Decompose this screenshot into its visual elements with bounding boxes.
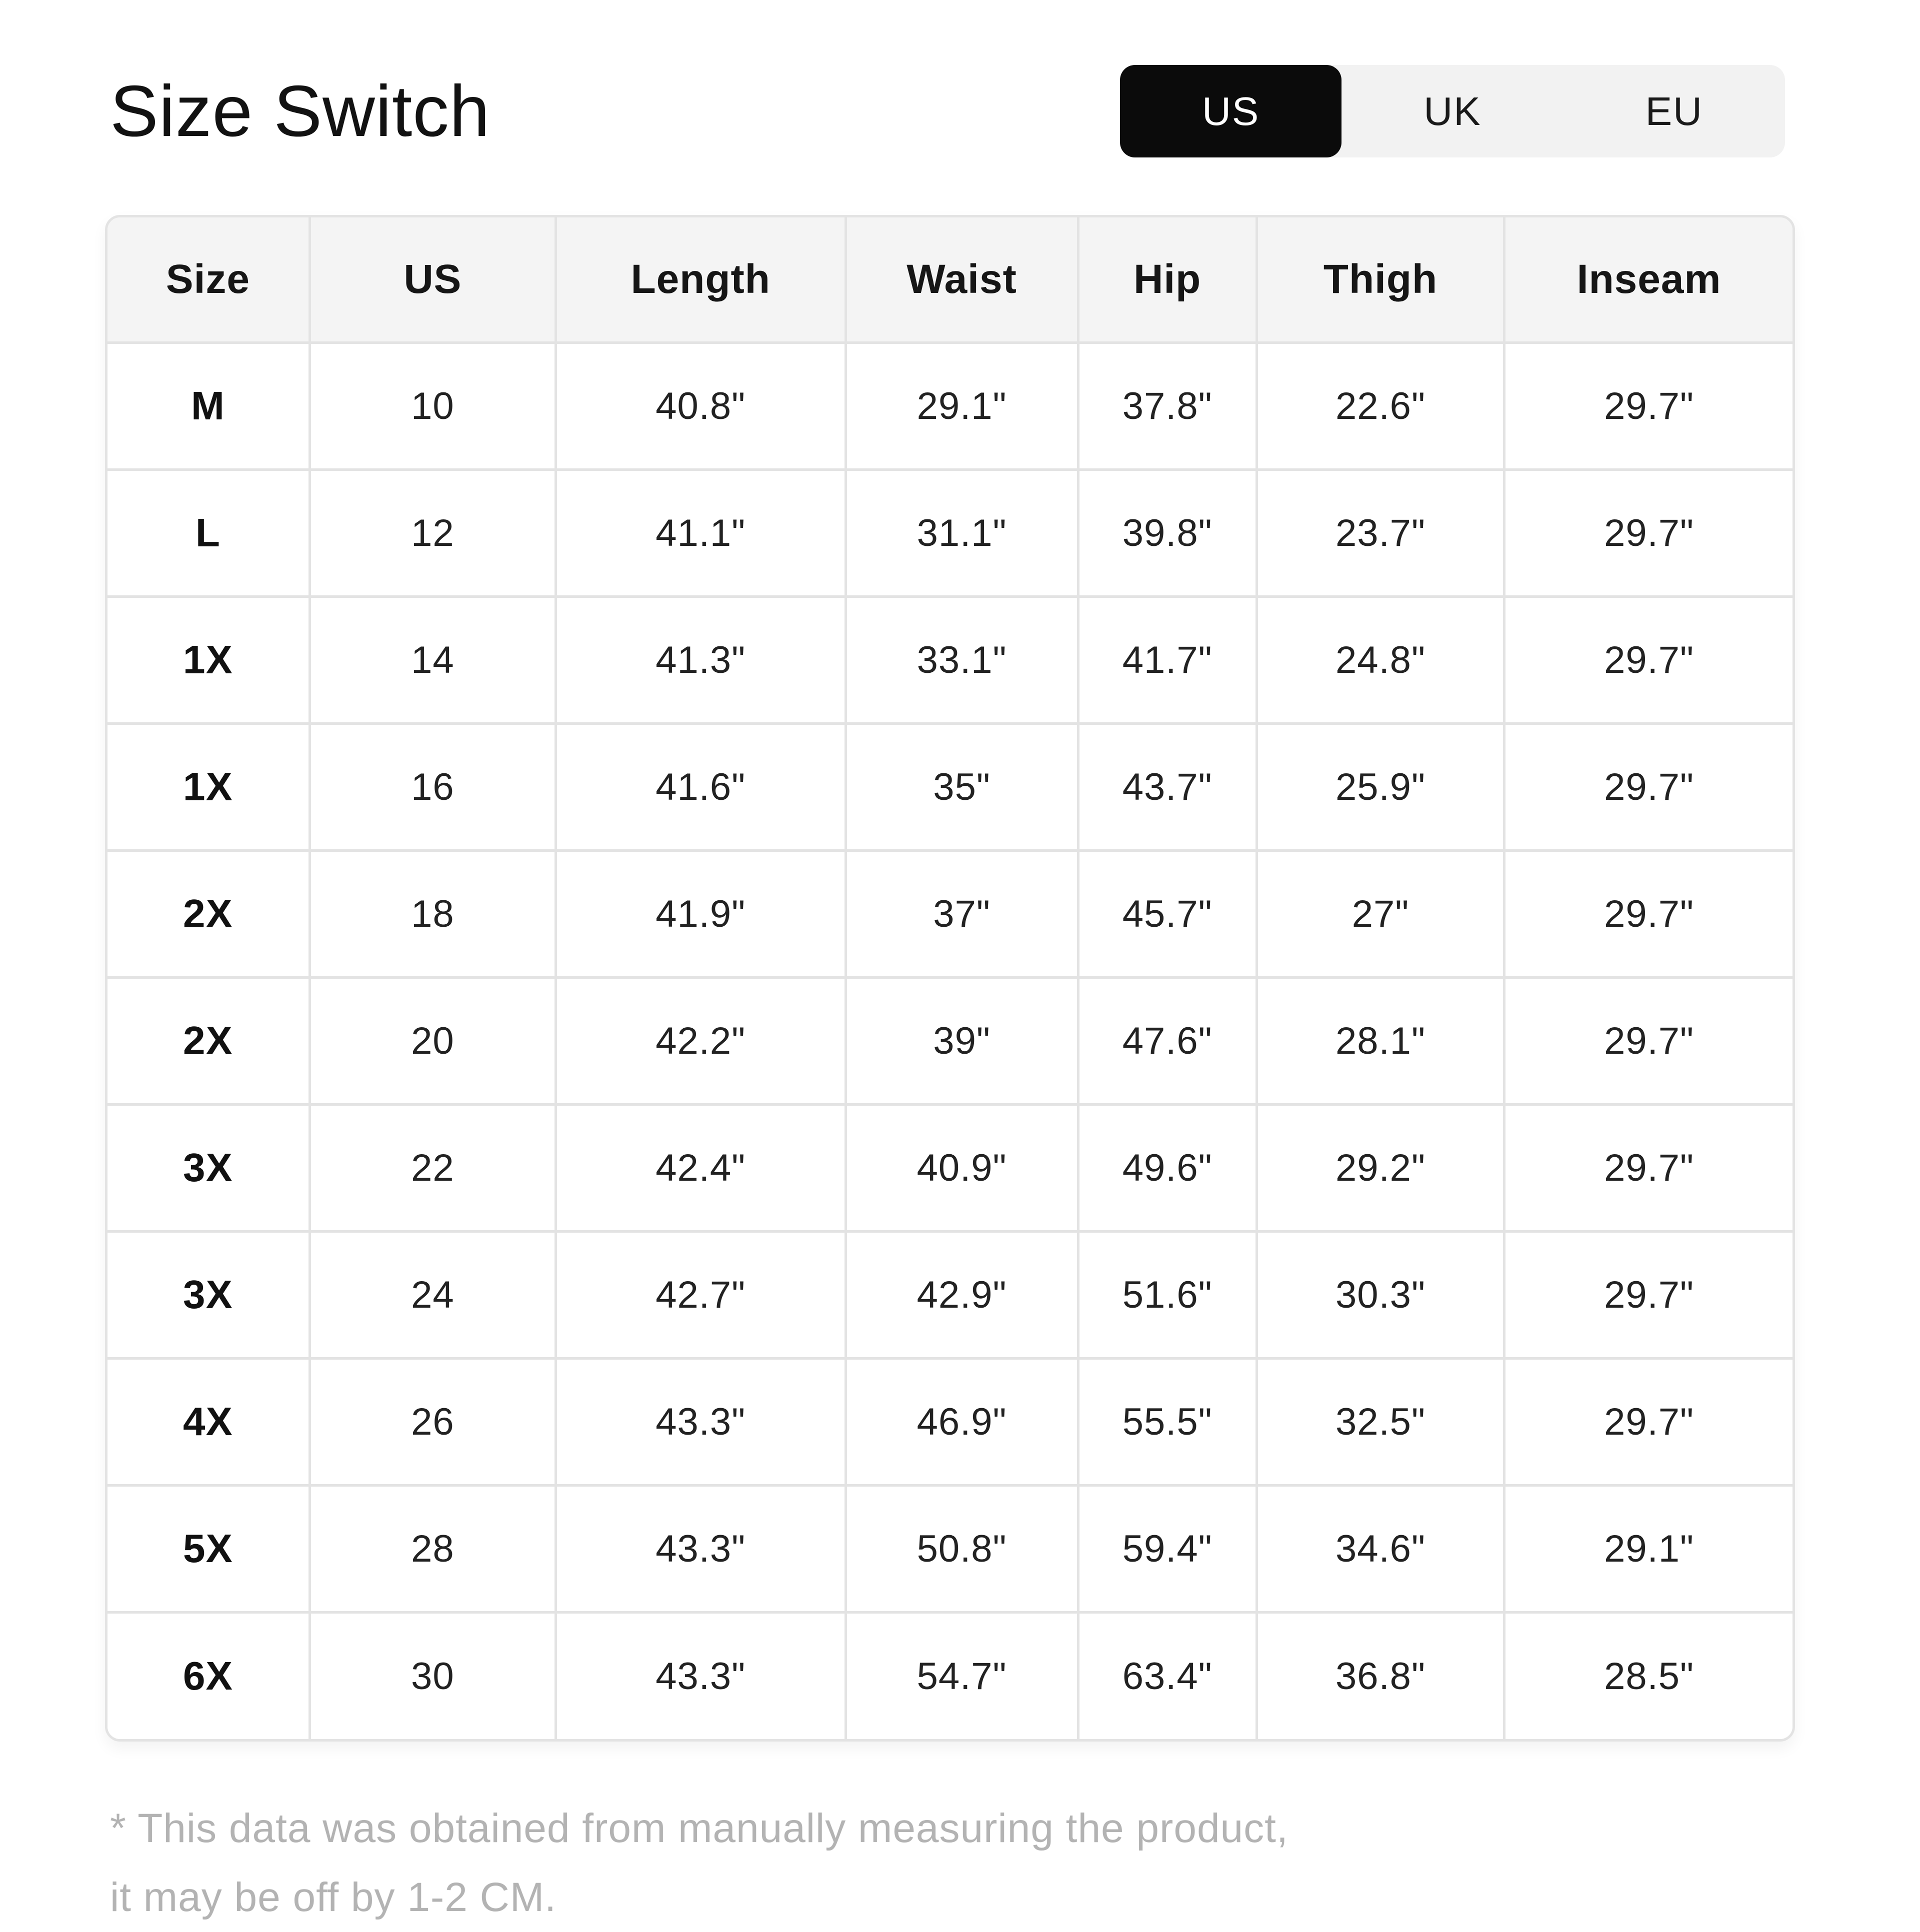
table-row	[108, 723, 1792, 850]
size-cell: 6X	[108, 1612, 310, 1739]
unit-toggle-eu[interactable]: EU	[1564, 65, 1785, 157]
measurement-cell: 33.1"	[846, 596, 1078, 723]
size-cell: 2X	[108, 850, 310, 977]
size-table-container	[105, 215, 1795, 1742]
measurement-cell: 51.6"	[1078, 1231, 1256, 1358]
measurement-cell: 28.1"	[1256, 977, 1504, 1104]
measurement-cell: 45.7"	[1078, 850, 1256, 977]
size-table-body	[108, 342, 1792, 1739]
measurement-cell: 54.7"	[846, 1612, 1078, 1739]
measurement-cell: 29.7"	[1504, 723, 1792, 850]
measurement-cell: 29.7"	[1504, 596, 1792, 723]
measurement-cell: 29.7"	[1504, 1358, 1792, 1485]
measurement-cell: 31.1"	[846, 469, 1078, 596]
measurement-cell: 10	[310, 342, 556, 469]
measurement-cell: 12	[310, 469, 556, 596]
measurement-cell: 30	[310, 1612, 556, 1739]
page-title: Size Switch	[110, 70, 490, 151]
table-row	[108, 1231, 1792, 1358]
footnote-line-1: * This data was obtained from manually measuring the product,	[110, 1806, 1288, 1851]
column-header-thigh: Thigh	[1256, 217, 1504, 342]
measurement-cell: 37"	[846, 850, 1078, 977]
measurement-cell: 14	[310, 596, 556, 723]
measurement-cell: 42.7"	[556, 1231, 846, 1358]
measurement-cell: 43.3"	[556, 1358, 846, 1485]
measurement-cell: 16	[310, 723, 556, 850]
measurement-cell: 42.9"	[846, 1231, 1078, 1358]
table-header-row	[108, 217, 1792, 342]
measurement-cell: 41.6"	[556, 723, 846, 850]
column-header-hip: Hip	[1078, 217, 1256, 342]
measurement-cell: 47.6"	[1078, 977, 1256, 1104]
measurement-cell: 26	[310, 1358, 556, 1485]
table-row	[108, 1104, 1792, 1231]
size-cell: 1X	[108, 723, 310, 850]
size-cell: M	[108, 342, 310, 469]
table-row	[108, 342, 1792, 469]
size-cell: 3X	[108, 1231, 310, 1358]
measurement-cell: 41.1"	[556, 469, 846, 596]
measurement-cell: 25.9"	[1256, 723, 1504, 850]
measurement-cell: 40.8"	[556, 342, 846, 469]
measurement-cell: 27"	[1256, 850, 1504, 977]
size-cell: 5X	[108, 1485, 310, 1612]
measurement-cell: 36.8"	[1256, 1612, 1504, 1739]
measurement-cell: 41.7"	[1078, 596, 1256, 723]
measurement-cell: 43.3"	[556, 1485, 846, 1612]
measurement-cell: 42.2"	[556, 977, 846, 1104]
measurement-cell: 29.7"	[1504, 850, 1792, 977]
column-header-us: US	[310, 217, 556, 342]
footnote-line-2: it may be off by 1-2 CM.	[110, 1874, 556, 1920]
table-row	[108, 850, 1792, 977]
measurement-cell: 18	[310, 850, 556, 977]
measurement-cell: 24.8"	[1256, 596, 1504, 723]
unit-toggle-us[interactable]: US	[1120, 65, 1342, 157]
measurement-cell: 43.3"	[556, 1612, 846, 1739]
column-header-size: Size	[108, 217, 310, 342]
size-cell: 1X	[108, 596, 310, 723]
measurement-cell: 39.8"	[1078, 469, 1256, 596]
measurement-cell: 41.3"	[556, 596, 846, 723]
table-row	[108, 469, 1792, 596]
measurement-cell: 29.7"	[1504, 342, 1792, 469]
measurement-cell: 39"	[846, 977, 1078, 1104]
measurement-cell: 40.9"	[846, 1104, 1078, 1231]
measurement-cell: 41.9"	[556, 850, 846, 977]
measurement-cell: 59.4"	[1078, 1485, 1256, 1612]
measurement-cell: 30.3"	[1256, 1231, 1504, 1358]
measurement-cell: 29.2"	[1256, 1104, 1504, 1231]
measurement-cell: 29.7"	[1504, 469, 1792, 596]
table-row	[108, 596, 1792, 723]
unit-toggle	[1120, 65, 1785, 157]
size-cell: L	[108, 469, 310, 596]
header-row	[0, 0, 1920, 157]
measurement-cell: 46.9"	[846, 1358, 1078, 1485]
measurement-cell: 63.4"	[1078, 1612, 1256, 1739]
measurement-cell: 22.6"	[1256, 342, 1504, 469]
size-table	[108, 217, 1792, 1739]
measurement-cell: 42.4"	[556, 1104, 846, 1231]
measurement-cell: 29.7"	[1504, 977, 1792, 1104]
measurement-cell: 29.7"	[1504, 1231, 1792, 1358]
table-row	[108, 977, 1792, 1104]
measurement-cell: 37.8"	[1078, 342, 1256, 469]
measurement-cell: 55.5"	[1078, 1358, 1256, 1485]
measurement-cell: 28	[310, 1485, 556, 1612]
table-row	[108, 1358, 1792, 1485]
measurement-cell: 32.5"	[1256, 1358, 1504, 1485]
unit-toggle-uk[interactable]: UK	[1342, 65, 1563, 157]
measurement-cell: 22	[310, 1104, 556, 1231]
column-header-length: Length	[556, 217, 846, 342]
measurement-cell: 29.7"	[1504, 1104, 1792, 1231]
measurement-cell: 23.7"	[1256, 469, 1504, 596]
measurement-cell: 29.1"	[846, 342, 1078, 469]
measurement-cell: 43.7"	[1078, 723, 1256, 850]
measurement-cell: 34.6"	[1256, 1485, 1504, 1612]
size-cell: 4X	[108, 1358, 310, 1485]
measurement-cell: 49.6"	[1078, 1104, 1256, 1231]
column-header-waist: Waist	[846, 217, 1078, 342]
column-header-inseam: Inseam	[1504, 217, 1792, 342]
table-row	[108, 1485, 1792, 1612]
measurement-cell: 24	[310, 1231, 556, 1358]
size-cell: 3X	[108, 1104, 310, 1231]
measurement-cell: 35"	[846, 723, 1078, 850]
table-row	[108, 1612, 1792, 1739]
measurement-cell: 20	[310, 977, 556, 1104]
footnote	[110, 1794, 1810, 1932]
measurement-cell: 28.5"	[1504, 1612, 1792, 1739]
measurement-cell: 50.8"	[846, 1485, 1078, 1612]
measurement-cell: 29.1"	[1504, 1485, 1792, 1612]
size-cell: 2X	[108, 977, 310, 1104]
